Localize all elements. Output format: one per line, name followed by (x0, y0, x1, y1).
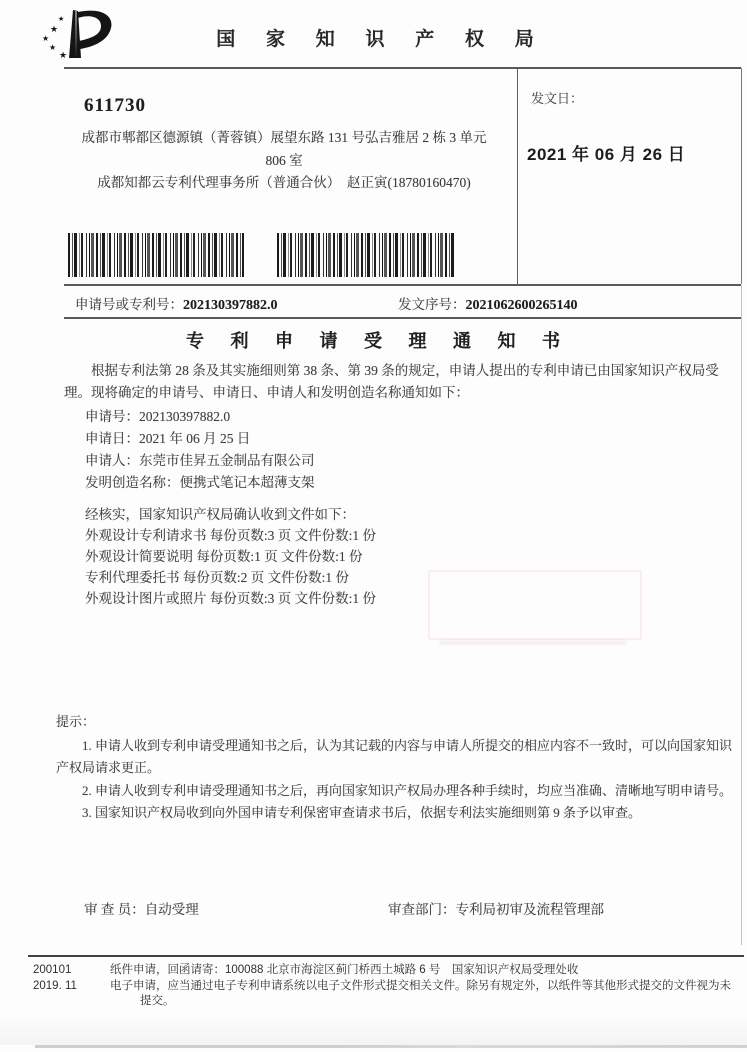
examiner-value: 自动受理 (144, 902, 199, 917)
application-fields (64, 406, 746, 494)
department-field (388, 898, 604, 918)
star-icon: ★ (58, 15, 65, 23)
star-icon: ★ (42, 34, 50, 43)
field-label: 申请人： (85, 453, 139, 468)
agency-title: 国 家 知 识 产 权 局 (216, 29, 547, 50)
document-item: 外观设计专利请求书 每份页数:3 页 文件份数:1 份 (85, 528, 377, 543)
divider (64, 317, 741, 319)
confirm-intro: 经核实，国家知识产权局确认收到文件如下： (85, 507, 355, 522)
field-applicant (85, 450, 746, 472)
field-value: 202130397882.0 (139, 409, 231, 424)
footer-line: 电子申请，应当通过电子专利申请系统以电子文件形式提交相关文件。除另有规定外，以纸件等其他形式提交的文件视为未提交。 (110, 979, 731, 1007)
footer-instructions (110, 963, 736, 1010)
form-code: 200101 (33, 964, 72, 976)
postal-code: 611730 (84, 95, 146, 116)
notes-label: 提示： (56, 714, 96, 729)
dispatch-date-label: 发文日： (531, 91, 584, 106)
signoff-row (84, 898, 724, 918)
field-application-no (85, 406, 746, 428)
field-value: 东莞市佳昇五金制品有限公司 (139, 453, 315, 468)
notice-title: 专 利 申 请 受 理 通 知 书 (186, 331, 571, 351)
intro-paragraph: 根据专利法第 28 条及其实施细则第 38 条、第 39 条的规定，申请人提出的专利申请已由国家知识产权局受理。现将确定的申请号、申请日、申请人和发明创造名称通知如下： (64, 363, 719, 400)
application-number-label: 申请号或专利号： (75, 297, 183, 312)
recipient-address (60, 126, 508, 172)
address-line-2: 806 室 (265, 153, 303, 168)
examiner-label: 审 查 员： (84, 902, 145, 917)
document-item: 专利代理委托书 每份页数:2 页 文件份数:1 份 (85, 570, 350, 585)
barcode-right (277, 233, 456, 277)
notice-body (64, 360, 746, 609)
field-label: 申请日： (85, 431, 139, 446)
department-label: 审查部门： (388, 902, 456, 917)
examiner-field (84, 902, 199, 917)
footer-form-codes (33, 963, 77, 994)
barcode-left (68, 233, 244, 277)
scan-bottom-edge (35, 1045, 747, 1048)
serial-number-field (398, 293, 578, 314)
department-value: 专利局初审及流程管理部 (455, 902, 604, 917)
field-label: 申请号： (85, 409, 139, 424)
application-number-value: 202130397882.0 (183, 298, 278, 313)
serial-number-label: 发文序号： (398, 297, 466, 312)
star-icon: ★ (50, 24, 59, 34)
field-label: 发明创造名称： (85, 475, 180, 490)
star-icon: ★ (49, 43, 57, 52)
agent-line: 成都知都云专利代理事务所（普通合伙） 赵正寅(18780160470) (97, 175, 471, 190)
notes-section (56, 711, 738, 825)
divider (64, 284, 741, 286)
form-code: 2019. 11 (33, 979, 77, 992)
dispatch-date-value: 2021 年 06 月 26 日 (527, 145, 686, 164)
star-icon: ★ (59, 50, 68, 60)
field-value: 便携式笔记本超薄支架 (179, 475, 315, 490)
note-item: 2. 申请人收到专利申请受理通知书之后，再向国家知识产权局办理各种手续时，均应当准确、清晰地写明申请号。 (82, 782, 733, 798)
address-line-1: 成都市郫都区德源镇（菁蓉镇）展望东路 131 号弘吉雅居 2 栋 3 单元 (81, 130, 487, 145)
serial-number-value: 2021062600265140 (465, 298, 578, 313)
field-application-date (85, 428, 746, 450)
field-value: 2021 年 06 月 25 日 (139, 431, 251, 446)
document-item: 外观设计简要说明 每份页数:1 页 文件份数:1 份 (85, 549, 363, 564)
dispatch-date-box (517, 68, 742, 284)
faint-stamp-ghost (428, 570, 642, 640)
field-invention-name (85, 472, 746, 494)
note-item: 3. 国家知识产权局收到向外国申请专利保密审查请求书后，依据专利法实施细则第 9 条予以审查。 (82, 805, 642, 820)
footer-divider (28, 955, 744, 957)
document-item: 外观设计图片或照片 每份页数:3 页 文件份数:1 份 (85, 591, 377, 606)
note-item: 1. 申请人收到专利申请受理通知书之后，认为其记载的内容与申请人所提交的相应内容不一致时，可以向国家知识产权局请求更正。 (56, 737, 733, 775)
application-number-field (75, 293, 278, 314)
footer-line: 纸件申请，回函请寄：100088 北京市海淀区蓟门桥西土城路 6 号 国家知识产权局受理处收 (110, 964, 579, 976)
received-documents-list (64, 525, 746, 609)
scan-shadow (0, 1012, 747, 1045)
